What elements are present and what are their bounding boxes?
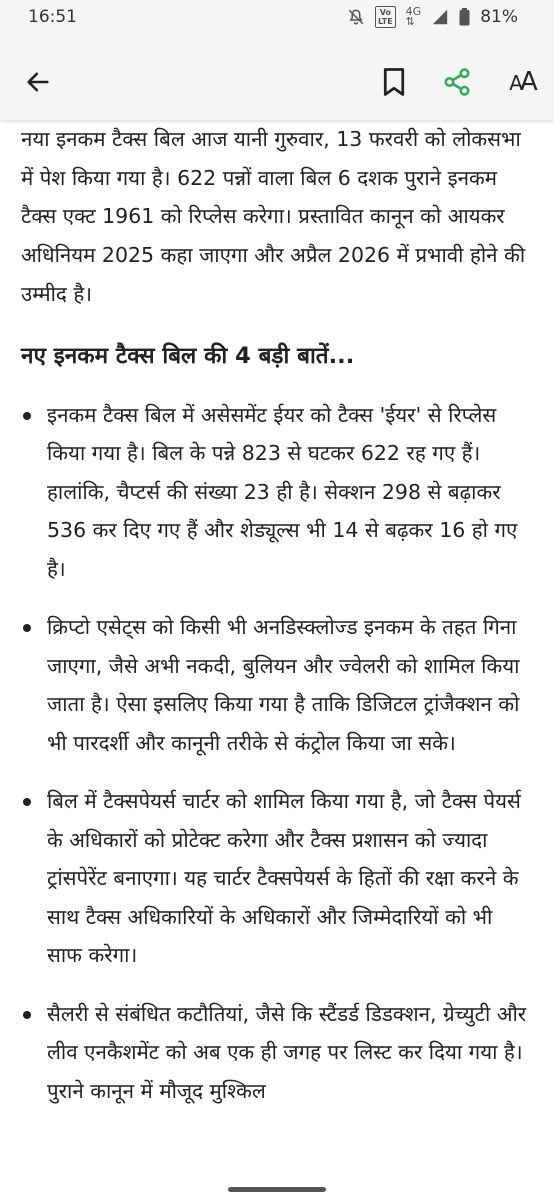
article-intro: नया इनकम टैक्स बिल आज यानी गुरुवार, 13 फरवरी को लोकसभा में पेश किया गया है। 622 पन्नों वाला बिल 6 दशक पुराने इनकम टैक्स एक्ट 1961 को रिप्लेस करेगा। प्रस्तावित कानून को आयकर अधिनियम 2025 कहा जाएगा और अप्रैल 2026 में प्रभावी होने की उम्मीद है। <box>21 127 526 306</box>
article-body <box>21 120 531 1130</box>
status-time: 16:51 <box>28 7 77 27</box>
app-bar <box>0 36 554 120</box>
status-icons <box>347 6 518 28</box>
back-button[interactable] <box>20 64 56 100</box>
battery-icon <box>459 8 470 26</box>
gesture-nav-handle[interactable] <box>228 1187 326 1192</box>
list-item: सैलरी से संबंधित कटौतियां, जैसे कि स्टैंडर्ड डिडक्शन, ग्रेच्युटी और लीव एनकैशमेंट को अब एक ही जगह पर लिस्ट कर दिया गया है। पुराने कानून में मौजूद मुश्किल <box>21 995 531 1111</box>
volte-icon: Vo LTE <box>375 6 396 28</box>
share-icon <box>442 67 472 97</box>
status-bar <box>0 0 554 36</box>
list-item: इनकम टैक्स बिल में असेसमेंट ईयर को टैक्स 'ईयर' से रिप्लेस किया गया है। बिल के पन्ने 823 से घटकर 622 रह गए हैं। हालांकि, चैप्टर्स की संख्या 23 ही है। सेक्शन 298 से बढ़ाकर 536 कर दिए गए हैं और शेड्यूल्स भी 14 से बढ़कर 16 हो गए है। <box>21 396 531 589</box>
network-arrows-icon: 4G ⇅ <box>405 5 422 28</box>
key-points-list <box>21 396 531 1111</box>
signal-icon <box>431 8 449 26</box>
font-size-icon: AA <box>509 67 535 97</box>
font-size-button[interactable] <box>500 62 544 102</box>
arrow-left-icon <box>24 68 52 96</box>
mute-icon <box>347 8 365 26</box>
section-heading: नए इनकम टैक्स बिल की 4 बड़ी बातें... <box>21 342 355 369</box>
list-item: क्रिप्टो एसेट्स को किसी भी अनडिस्क्लोज्ड इनकम के तहत गिना जाएगा, जैसे अभी नकदी, बुलियन और ज्वेलरी को शामिल किया जाता है। ऐसा इसलिए किया गया है ताकि डिजिटल ट्रांजैक्शन को भी पारदर्शी और कानूनी तरीके से कंट्रोल किया जा सके। <box>21 608 531 762</box>
bookmark-icon <box>381 67 407 97</box>
network-type: 4G <box>405 5 422 18</box>
share-button[interactable] <box>437 64 477 100</box>
list-item: बिल में टैक्सपेयर्स चार्टर को शामिल किया गया है, जो टैक्स पेयर्स के अधिकारों को प्रोटेक्ट करेगा और टैक्स प्रशासन को ज्यादा ट्रांसपेरेंट बनाएगा। यह चार्टर टैक्सपेयर्स के हितों की रक्षा करने के साथ टैक्स अधिकारियों के अधिकारों और जिम्मेदारियों को भी साफ करेगा। <box>21 782 531 975</box>
battery-percentage: 81% <box>480 7 518 27</box>
bookmark-button[interactable] <box>376 64 412 100</box>
